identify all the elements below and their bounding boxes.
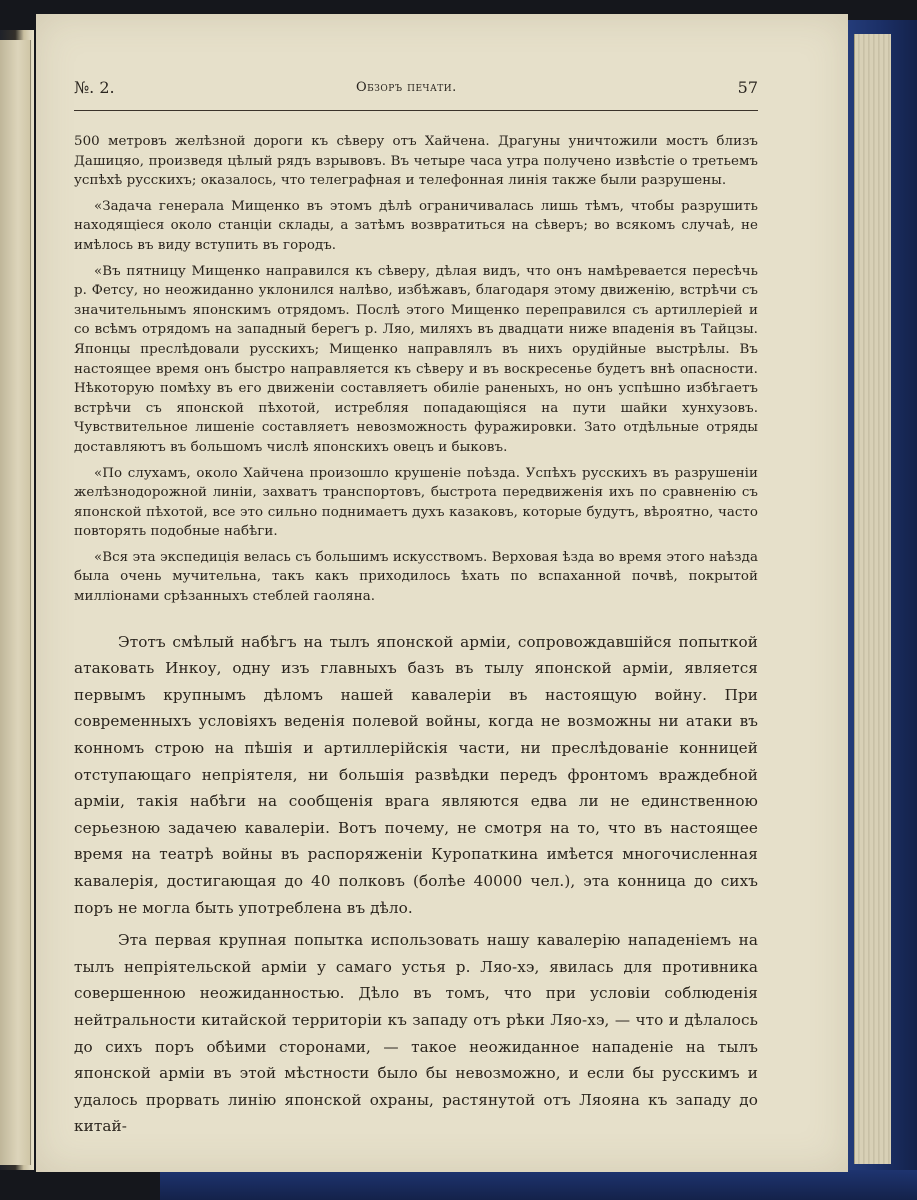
- body-text: [74, 132, 758, 1146]
- book-page: [36, 14, 848, 1172]
- paragraph: «Задача генерала Мищенко въ этомъ дѣлѣ ограничивалась лишь тѣмъ, чтобы разрушить находящіеся около станціи склады, а затѣмъ возвратиться на сѣверъ; во всякомъ случаѣ, не имѣлось въ виду вступить въ городъ.: [74, 198, 758, 253]
- running-header: [74, 78, 758, 102]
- page-number: 57: [737, 78, 758, 97]
- paragraph: Эта первая крупная попытка использовать нашу кавалерію нападеніемъ на тылъ непріятельской арміи у самаго устья р. Ляо-хэ, явилась для противника совершенною неожиданностью. Дѣло въ томъ, что при условіи соблюденія нейтральности китайской территоріи къ западу отъ рѣки Ляо-хэ, — что и дѣлалось до сихъ поръ обѣими сторонами, — такое неожиданное нападеніе на тылъ японской арміи въ этой мѣстности было бы невозможно, и если бы русскимъ и удалось прорвать линію японской охраны, растянутой отъ Ляояна къ западу до китай-: [74, 931, 758, 1136]
- left-page-edge: [0, 40, 31, 1165]
- paragraph: «По слухамъ, около Хайчена произошло крушеніе поѣзда. Успѣхъ русскихъ въ разрушеніи желѣзнодорожной линіи, захватъ транспортовъ, быстрота передвиженія ихъ по сравненію съ японской пѣхотой, все это сильно поднимаетъ духъ казаковъ, которые будутъ, вѣроятно, часто повторять подобные набѣги.: [74, 465, 758, 540]
- paragraph: Этотъ смѣлый набѣгъ на тылъ японской арміи, сопровождавшійся попыткой атаковать Инкоу, одну изъ главныхъ базъ въ тылу японской арміи, является первымъ крупнымъ дѣломъ нашей кавалеріи въ настоящую войну. При современныхъ условіяхъ веденія полевой войны, когда не возможны ни атаки въ конномъ строю на пѣшія и артиллерійскія части, ни преслѣдованіе конницей отступающаго непріятеля, ни большія развѣдки передъ фронтомъ враждебной арміи, такія набѣги на сообщенія врага являются едва ли не единственною серьезною задачею кавалеріи. Вотъ почему, не смотря на то, что въ настоящее время на театрѣ войны въ распоряженіи Куропаткина имѣется многочисленная кавалерія, достигающая до 40 полковъ (болѣе 40000 чел.), эта конница до сихъ поръ не могла быть употреблена въ дѣло.: [74, 632, 758, 917]
- main-section: [74, 629, 758, 1140]
- header-title: Обзоръ печати.: [356, 80, 457, 95]
- issue-number: №. 2.: [74, 78, 115, 97]
- page-stack-edge: [854, 34, 891, 1164]
- paragraph: 500 метровъ желѣзной дороги къ сѣверу отъ Хайчена. Драгуны уничтожили мостъ близъ Дашицяо, произведя цѣлый рядъ взрывовъ. Въ четыре часа утра получено извѣстіе о третьемъ успѣхѣ русскихъ; оказалось, что телеграфная и телефонная линія также были разрушены.: [74, 134, 758, 189]
- quoted-section: [74, 132, 758, 607]
- header-rule: [74, 110, 758, 111]
- paragraph: «Вся эта экспедиція велась съ большимъ искусствомъ. Верховая ѣзда во время этого наѣзда была очень мучительна, такъ какъ приходилось ѣхать по вспаханной почвѣ, покрытой милліонами срѣзанныхъ стеблей гаоляна.: [74, 549, 758, 605]
- paragraph: «Въ пятницу Мищенко направился къ сѣверу, дѣлая видъ, что онъ намѣревается пересѣчь р. Фетсу, но неожиданно уклонился налѣво, избѣжавъ, благодаря этому движенію, встрѣчи съ значительнымъ японскимъ отрядомъ. Послѣ этого Мищенко переправился съ артиллеріей и со всѣмъ отрядомъ на западный берегъ р. Ляо, миляхъ въ двадцати ниже впаденія въ Тайцзы. Японцы преслѣдовали русскихъ; Мищенко направлялъ въ нихъ орудійные выстрѣлы. Въ настоящее время онъ быстро направляется къ сѣверу и въ воскресенье будетъ внѣ опасности. Нѣкоторую помѣху въ его движеніи составляетъ обиліе раненыхъ, но онъ успѣшно избѣгаетъ встрѣчи съ японской пѣхотой, истребляя попадающіяся на пути шайки хунхузовъ. Чувствительное лишеніе составляетъ невозможность фуражировки. Зато отдѣльные отряды доставляютъ въ большомъ числѣ японскихъ овецъ и быковъ.: [74, 263, 758, 455]
- book-cover-bottom: [160, 1170, 917, 1200]
